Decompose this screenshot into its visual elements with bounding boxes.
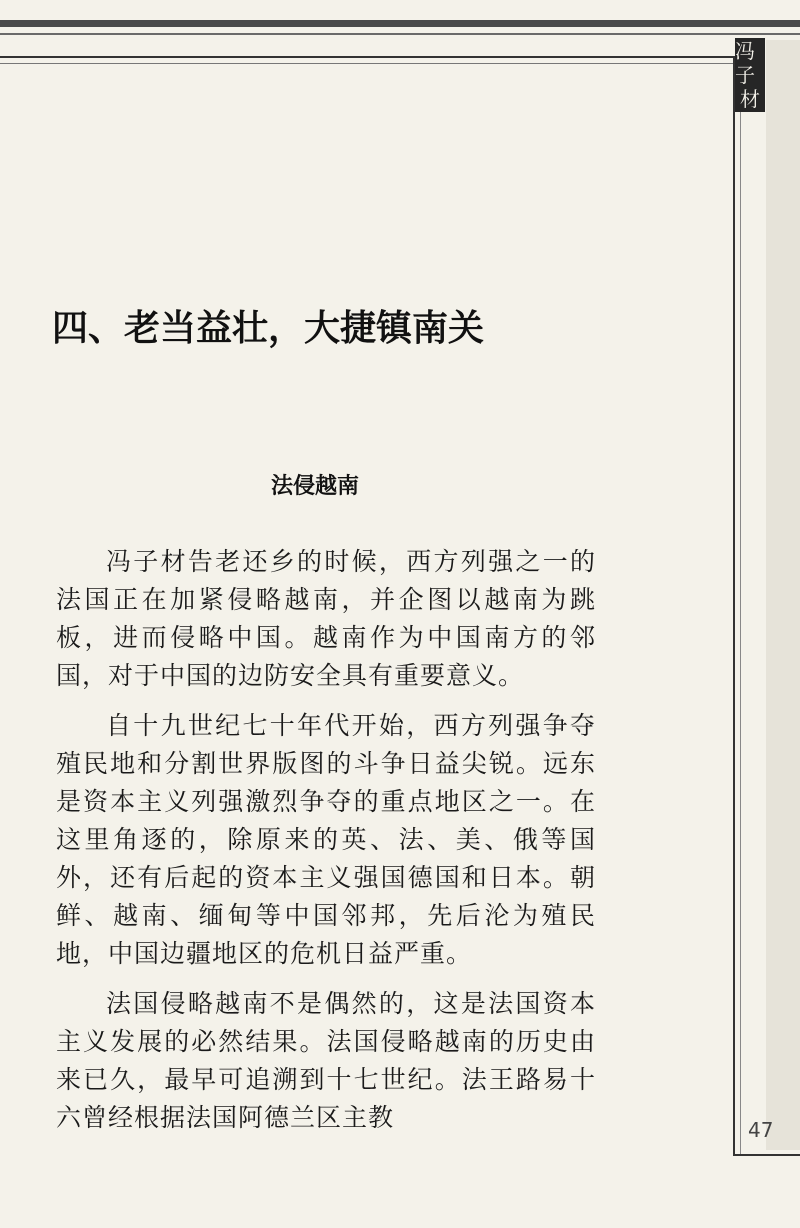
- side-margin-strip: [766, 40, 800, 1150]
- running-header-line2: 材: [740, 87, 760, 111]
- chapter-heading: 四、老当益壮，大捷镇南关: [52, 308, 485, 349]
- top-rule-thin: [0, 33, 800, 35]
- frame-top-border: [0, 56, 733, 58]
- frame-top-inner-border: [0, 63, 733, 64]
- running-header-line1: 冯子: [735, 39, 755, 87]
- frame-right-inner-border: [740, 64, 741, 1156]
- paragraph-2: 自十九世纪七十年代开始，西方列强争夺殖民地和分割世界版图的斗争日益尖锐。远东是资本主义列强激烈争夺的重点地区之一。在这里角逐的，除原来的英、法、美、俄等国外，还有后起的资本主义强国德国和日本。朝鲜、越南、缅甸等中国邻邦，先后沦为殖民地，中国边疆地区的危机日益严重。: [56, 711, 596, 968]
- frame-right-border: [733, 56, 735, 1156]
- paragraph-1: 冯子材告老还乡的时候，西方列强之一的法国正在加紧侵略越南，并企图以越南为跳板，进而侵略中国。越南作为中国南方的邻国，对于中国的边防安全具有重要意义。: [56, 547, 596, 690]
- section-heading: 法侵越南: [270, 474, 359, 499]
- top-rule-thick: [0, 20, 800, 27]
- page-number: 47: [748, 1118, 774, 1142]
- body-text: [56, 543, 596, 1137]
- paragraph-3: 法国侵略越南不是偶然的，这是法国资本主义发展的必然结果。法国侵略越南的历史由来已久，最早可追溯到十七世纪。法王路易十六曾经根据法国阿德兰区主教: [56, 989, 596, 1132]
- frame-bottom-border: [733, 1154, 800, 1156]
- running-header-tab: [735, 38, 765, 112]
